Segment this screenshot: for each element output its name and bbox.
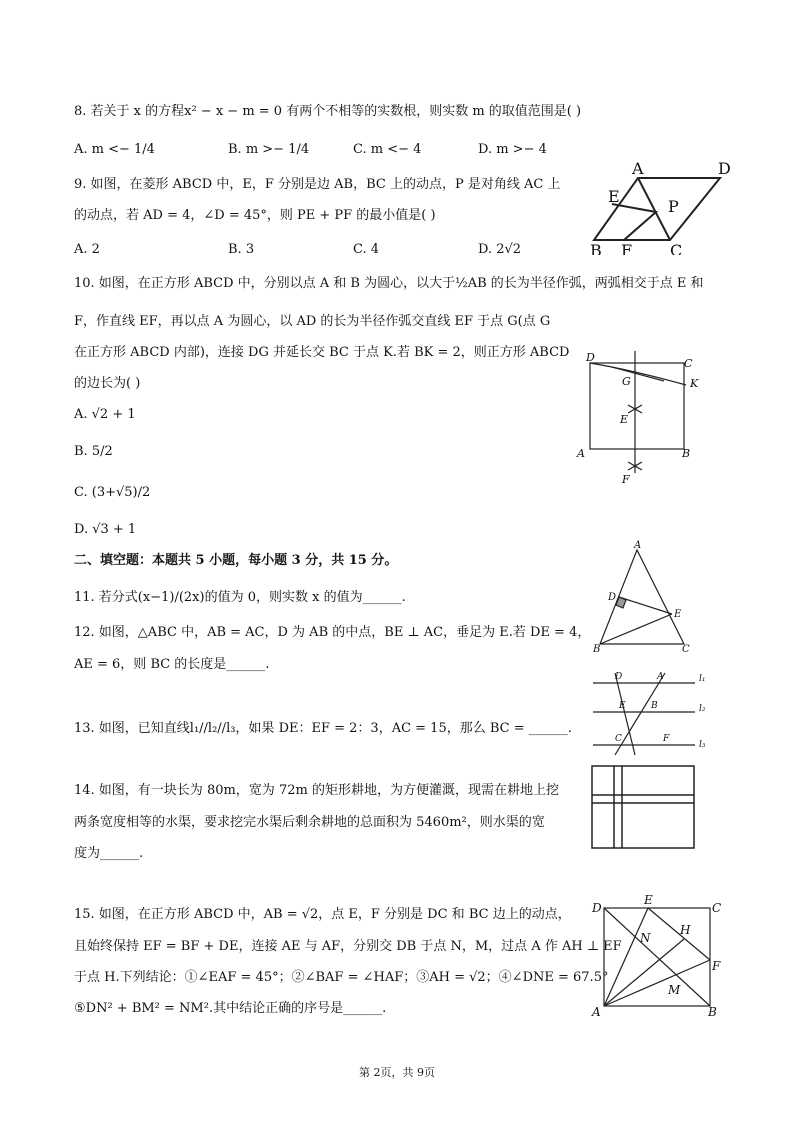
q8-stem: 8. 若关于 x 的方程x² − x − m = 0 有两个不相等的实数根，则实数 m 的取值范围是( ): [74, 104, 582, 119]
q15-line4: ⑤DN² + BM² = NM².其中结论正确的序号是______.: [74, 1001, 387, 1016]
q14-line1: 14. 如图，有一块长为 80m，宽为 72m 的矩形耕地，为方便灌溉，现需在耕地上挖: [74, 783, 559, 798]
label-c: C: [712, 901, 722, 915]
label-b: B: [593, 644, 601, 655]
q15-line3: 于点 H.下列结论：①∠EAF = 45°；②∠BAF = ∠HAF；③AH = √2；④∠DNE = 67.5°: [74, 970, 609, 985]
q13-parallel-lines-figure: [585, 665, 715, 757]
q9-option-a: A. 2: [74, 242, 100, 257]
label-b: B: [590, 241, 602, 255]
label-b: B: [682, 447, 691, 460]
segments-ep-pf: [612, 204, 656, 240]
q9-line1: 9. 如图，在菱形 ABCD 中，E，F 分别是边 AB，BC 上的动点，P 是对角线 AC 上: [74, 177, 561, 192]
label-g: G: [622, 375, 631, 388]
q15-line1: 15. 如图，在正方形 ABCD 中，AB = √2，点 E，F 分别是 DC 和 BC 边上的动点，: [74, 907, 571, 922]
q15-square-figure: [590, 890, 730, 1025]
label-c: C: [682, 644, 690, 655]
q8-option-b: B. m >− 1/4: [228, 142, 310, 157]
q10-option-a: A. √2 + 1: [74, 407, 136, 422]
label-m: M: [668, 983, 681, 997]
q8-option-d: D. m >− 4: [478, 142, 547, 157]
label-e: E: [608, 187, 620, 206]
q13-text: 13. 如图，已知直线l₁//l₂//l₃，如果 DE：EF = 2：3，AC = 15，那么 BC = ______.: [74, 721, 572, 736]
q9-line2: 的动点，若 AD = 4，∠D = 45°，则 PE + PF 的最小值是( ): [74, 208, 436, 223]
label-e: E: [674, 609, 682, 620]
q12-line1: 12. 如图，△ABC 中，AB = AC，D 为 AB 的中点，BE ⊥ AC，垂足为 E.若 DE = 4，: [74, 625, 591, 640]
q10-line3: 在正方形 ABCD 内部)，连接 DG 并延长交 BC 于点 K.若 BK = 2，则正方形 ABCD: [74, 345, 570, 360]
label-e: E: [619, 701, 626, 711]
q11-text: 11. 若分式(x−1)/(2x)的值为 0，则实数 x 的值为______.: [74, 590, 406, 605]
transversal-ac: [615, 673, 665, 755]
segment-af: [604, 960, 710, 1006]
label-d: D: [718, 160, 731, 178]
label-p: P: [668, 197, 679, 216]
q8-option-a: A. m <− 1/4: [74, 142, 155, 157]
label-d: D: [615, 672, 623, 682]
q10-line2: F，作直线 EF，再以点 A 为圆心，以 AD 的长为半径作弧交直线 EF 于点 G(点 G: [74, 314, 551, 329]
label-a: A: [634, 540, 642, 551]
q10-option-b: B. 5/2: [74, 444, 113, 459]
label-f: F: [663, 734, 670, 744]
q10-square-figure: [572, 345, 707, 490]
segment-ae: [604, 908, 648, 1006]
q12-line2: AE = 6，则 BC 的长度是______.: [74, 657, 270, 672]
label-e: E: [644, 893, 653, 907]
page-footer: 第 2页，共 9页: [359, 1066, 435, 1079]
segment-ef: [648, 908, 710, 960]
segment-be: [600, 614, 672, 644]
q14-line3: 度为______.: [74, 846, 144, 861]
label-d: D: [586, 351, 595, 364]
arc-g: [612, 367, 664, 381]
q14-field-figure: [588, 764, 698, 854]
q15-line2: 且始终保持 EF = BF + DE，连接 AE 与 AF，分别交 DB 于点 N，M，过点 A 作 AH ⊥ EF: [74, 939, 622, 954]
label-c: C: [615, 734, 622, 744]
q9-option-d: D. 2√2: [478, 242, 522, 257]
label-k: K: [690, 377, 699, 390]
q9-rhombus-figure: [588, 160, 738, 255]
q9-option-b: B. 3: [228, 242, 255, 257]
label-h: H: [680, 923, 691, 937]
label-d: D: [608, 592, 617, 603]
q10-line4: 的边长为( ): [74, 376, 141, 391]
q9-option-c: C. 4: [353, 242, 380, 257]
label-f: F: [712, 959, 721, 973]
q8-option-c: C. m <− 4: [353, 142, 422, 157]
q12-triangle-figure: [590, 540, 700, 655]
label-b: B: [708, 1005, 717, 1019]
label-a: A: [657, 672, 664, 682]
label-c: C: [670, 241, 683, 255]
field-rectangle: [592, 766, 694, 848]
label-a: A: [577, 447, 585, 460]
label-l2: l₂: [699, 704, 706, 714]
q14-line2: 两条宽度相等的水渠，要求挖完水渠后剩余耕地的总面积为 5460m²，则水渠的宽: [74, 815, 545, 830]
label-l1: l₁: [699, 674, 706, 684]
label-n: N: [640, 931, 651, 945]
label-b: B: [651, 701, 658, 711]
square-abcd: [590, 363, 684, 449]
section2-title: 二、填空题：本题共 5 小题，每小题 3 分，共 15 分。: [74, 553, 398, 568]
q10-line1: 10. 如图，在正方形 ABCD 中，分别以点 A 和 B 为圆心，以大于½AB 的长为半径作弧，两弧相交于点 E 和: [74, 276, 704, 291]
diagonal-db: [604, 908, 710, 1006]
label-c: C: [684, 357, 693, 370]
q10-option-d: D. √3 + 1: [74, 522, 137, 537]
label-l3: l₃: [699, 740, 706, 750]
label-a: A: [632, 160, 644, 178]
label-e: E: [620, 413, 629, 426]
segment-de: [619, 597, 672, 614]
label-f: F: [621, 241, 633, 255]
q10-option-c: C. (3+√5)/2: [74, 485, 151, 500]
label-d: D: [592, 901, 602, 915]
label-a: A: [592, 1005, 601, 1019]
label-f: F: [622, 473, 630, 486]
